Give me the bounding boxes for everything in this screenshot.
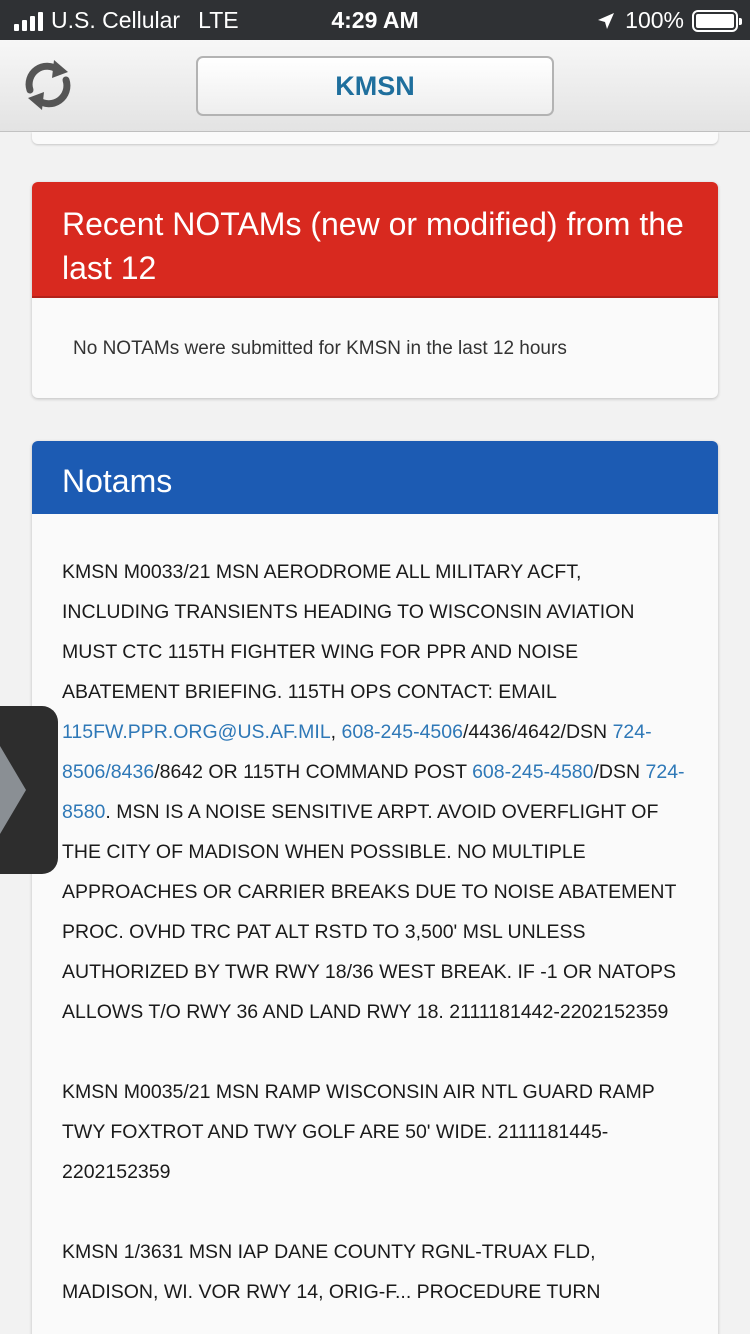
battery-fill [696,14,734,28]
notam-item: KMSN M0033/21 MSN AERODROME ALL MILITARY ACFT, INCLUDING TRANSIENTS HEADING TO WISCONSIN AVIATION MUST CTC 115TH FIGHTER WING FOR PPR AND NOISE ABATEMENT BRIEFING. 115TH OPS CONTACT: EMAIL 115FW.PPR.ORG@US.AF.MIL, 608-245-4506/4436/4642/DSN 724-8506/8436/8642 OR 115TH COMMAND POST 608-245-4580/DSN 724-8580. MSN IS A NOISE SENSITIVE ARPT. AVOID OVERFLIGHT OF THE CITY OF MADISON WHEN POSSIBLE. NO MULTIPLE APPROACHES OR CARRIER BREAKS DUE TO NOISE ABATEMENT PROC. OVHD TRC PAT ALT RSTD TO 3,500' MSL UNLESS AUTHORIZED BY TWR RWY 18/36 WEST BREAK. IF -1 OR NATOPS ALLOWS T/O RWY 36 AND LAND RWY 18. 2111181442-2202152359 [62,561,685,1023]
phone-link[interactable]: 608-245-4506 [341,721,463,743]
side-drawer-tab[interactable] [0,706,58,874]
phone-link[interactable]: 724-8580 [62,761,685,823]
recent-notams-panel [32,182,718,398]
recent-notams-message: No NOTAMs were submitted for KMSN in the last 12 hours [73,338,567,359]
recent-notams-title: Recent NOTAMs (new or modified) from the last 12 [32,182,718,298]
phone-link[interactable]: 608-245-4580 [472,761,594,783]
battery-icon [692,10,738,32]
previous-card-edge [32,132,718,144]
email-link[interactable]: 115FW.PPR.ORG@US.AF.MIL [62,721,331,743]
notam-item: KMSN M0035/21 MSN RAMP WISCONSIN AIR NTL GUARD RAMP TWY FOXTROT AND TWY GOLF ARE 50' WIDE. 2111181445-2202152359 [62,1081,655,1183]
notams-panel [32,441,718,1334]
phone-link[interactable]: 724-8506/8436 [62,721,652,783]
chevron-right-icon [0,746,30,834]
status-right [597,7,738,34]
notams-title: Notams [32,441,718,514]
notam-item: KMSN 1/3631 MSN IAP DANE COUNTY RGNL-TRUAX FLD, MADISON, WI. VOR RWY 14, ORIG-F... PROCEDURE TURN [62,1241,601,1303]
refresh-icon[interactable] [20,54,76,116]
network-label: LTE [198,7,239,33]
carrier-label: U.S. Cellular [51,7,181,33]
clock: 4:29 AM [331,7,419,33]
location-arrow-icon [597,12,615,30]
notams-list [32,514,718,1312]
nav-bar [0,40,750,132]
battery-percent: 100% [625,7,684,33]
station-button[interactable]: KMSN [196,56,554,116]
status-bar [0,0,750,40]
